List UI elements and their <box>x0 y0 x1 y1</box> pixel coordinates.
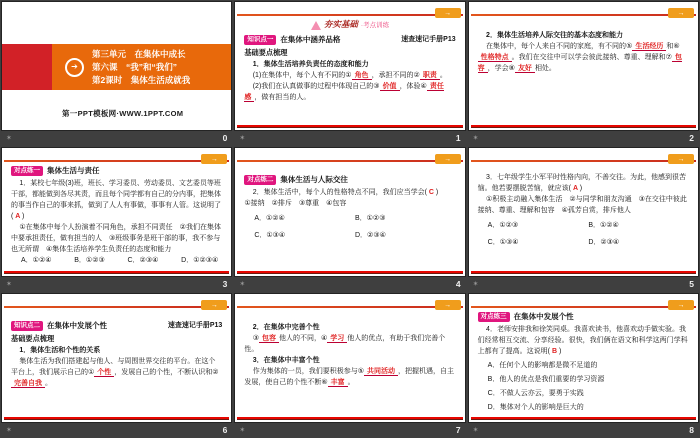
arrow-icon: → <box>210 155 218 163</box>
title-line-period: 第2课时 集体生活成就我 <box>92 74 191 85</box>
top-accent-line <box>237 306 462 308</box>
arrow-icon: → <box>210 301 218 309</box>
transition-star-icon: ✶ <box>239 281 246 288</box>
thumbnail-footer <box>468 423 699 438</box>
arrow-icon: → <box>677 155 685 163</box>
knowledge-point-row <box>11 320 222 331</box>
title-red-block <box>2 44 52 90</box>
title-line-unit: 第三单元 在集体中成长 <box>92 48 186 59</box>
question-items: ①在集体中每个人扮演着不同角色，承担不同责任 ②我们在集体中要承担责任，做有担当的人 ③班级事务是班干部的事，我不参与也无所谓 ④集体生活培养学生负责任的态度和能力 <box>11 224 221 253</box>
knowledge-point-row <box>244 34 455 45</box>
transition-star-icon: ✶ <box>472 427 479 434</box>
slide-thumbnail-5[interactable] <box>467 146 700 292</box>
slide-thumbnail-2[interactable] <box>467 0 700 146</box>
top-accent-line <box>237 14 462 16</box>
section-label: 基础要点梳理 <box>244 48 288 57</box>
fill-blank-paragraph: (1)在集体中，每个人有不同的① 角色 ，承担不同的② 职责 。 <box>252 72 447 79</box>
orange-arrow-tab <box>201 300 227 310</box>
option-c: C．①③④ <box>487 239 519 246</box>
question-text: 1．某校七年级(3)班，班长、学习委员、劳动委员、文艺委员等班干部，都能做到各尽其责，而且每个同学都有自己的分内事，把集体的事当作自己的事来抓，做到了人人有事做，事事有人管。这说明了( A ) <box>11 180 221 220</box>
fill-blank-paragraph: ③ 包容 他人的不同，④ 学习 他人的优点，有助于我们完善个性。 <box>244 335 446 353</box>
option-c: C．②③④ <box>127 257 159 264</box>
option-b: B．①②③ <box>354 215 386 222</box>
slide-8-canvas <box>468 293 699 423</box>
section-header-sub: ·考点训练 <box>360 22 390 29</box>
slide-number: 6 <box>222 425 228 436</box>
orange-arrow-tab <box>668 154 694 164</box>
bottom-accent-line <box>237 271 462 273</box>
question-text: 3．七年级学生小军平时性格内向，不善交往。为此，他感到很苦恼。他若要摆脱苦恼，就应该( A ) <box>477 174 686 192</box>
orange-arrow-tab <box>668 8 694 18</box>
triangle-logo-icon <box>311 21 321 30</box>
practice-row <box>478 311 689 322</box>
title-text-block <box>92 48 190 87</box>
slide-body <box>244 19 455 103</box>
slide-body <box>11 320 222 389</box>
option-d: D．①②③④ <box>181 257 219 264</box>
point-heading: 1．集体生活培养负责任的态度和能力 <box>252 61 369 68</box>
option-d: D．②③④ <box>354 232 386 239</box>
slide-thumbnail-1[interactable] <box>233 0 466 146</box>
top-accent-line <box>471 14 696 16</box>
fill-blank-paragraph: 在集体中，每个人来自不同的家庭，有不同的⑤ 生活经历 和⑥性格特点 。我们在交往中可以学会彼此接纳、尊重、理解和⑦ 包容 ，学会⑧ 友好 相处。 <box>477 43 682 72</box>
bottom-accent-line <box>4 417 229 419</box>
option-a: A．①②④ <box>254 215 285 222</box>
point-heading: 2．在集体中完善个性 <box>252 324 320 331</box>
thumbnail-footer <box>234 277 465 292</box>
knowledge-point-badge: 知识点二 <box>11 321 43 331</box>
fill-blank-paragraph: 作为集体的一员，我们要积极参与⑤ 共同活动 ，把握机遇，自主发展，使自己的个性不断⑥ 丰富 。 <box>244 368 454 386</box>
arrow-icon: → <box>677 301 685 309</box>
option-c: C．不做人云亦云，要勇于实践 <box>487 390 584 397</box>
transition-star-icon: ✶ <box>239 427 246 434</box>
point-heading: 1．集体生活和个性的关系 <box>19 347 101 354</box>
bottom-accent-line <box>237 417 462 419</box>
slide-4-canvas <box>234 147 465 277</box>
slide-number: 0 <box>222 133 228 144</box>
slide-2-canvas <box>468 1 699 131</box>
practice-badge: 对点练三 <box>478 312 510 322</box>
bottom-accent-line <box>237 125 462 127</box>
option-d: D．②③④ <box>588 239 620 246</box>
slide-thumbnail-3[interactable] <box>0 146 233 292</box>
thumbnail-footer <box>1 131 232 146</box>
transition-star-icon: ✶ <box>6 135 12 142</box>
website-label: 第一PPT模板网·WWW.1PPT.COM <box>62 109 184 118</box>
practice-topic: 在集体中发展个性 <box>513 312 574 321</box>
slide-thumbnail-8[interactable] <box>467 292 700 438</box>
option-a: A．①②④ <box>21 257 52 264</box>
option-b: B．①②③ <box>74 257 105 264</box>
top-accent-line <box>471 306 696 308</box>
bottom-accent-line <box>471 271 696 273</box>
handbook-ref-label: 速查速记手册P13 <box>167 322 223 329</box>
slide-3-canvas <box>1 147 232 277</box>
orange-arrow-tab <box>201 154 227 164</box>
practice-topic: 集体生活与人际交往 <box>280 175 348 184</box>
thumbnail-footer <box>468 277 699 292</box>
slide-thumbnail-6[interactable] <box>0 292 233 438</box>
top-accent-line <box>471 160 696 162</box>
bottom-accent-line <box>4 271 229 273</box>
question-text: 4．老师安排我和徐笑同桌。我喜欢读书，他喜欢动手做实验。我们经常相互交流、分享经验。很快，我们俩在语文和科学这两门学科上都有了提高。这说明( B ) <box>477 326 688 355</box>
orange-arrow-tab <box>435 300 461 310</box>
slide-number: 2 <box>689 133 694 144</box>
transition-star-icon: ✶ <box>472 135 479 142</box>
thumbnail-footer <box>234 131 465 146</box>
transition-star-icon: ✶ <box>472 281 479 288</box>
slide-number: 1 <box>455 133 461 144</box>
title-orange-banner <box>52 44 231 90</box>
arrow-icon: → <box>444 155 452 163</box>
top-accent-line <box>237 160 462 162</box>
thumbnail-footer <box>468 131 699 146</box>
arrow-icon: → <box>444 9 452 17</box>
option-a: A．①②③ <box>487 222 519 229</box>
question-text: 2．集体生活中，每个人的性格特点不同，我们应当学会( C ) <box>252 189 439 196</box>
transition-star-icon: ✶ <box>239 135 246 142</box>
practice-badge: 对点练一 <box>11 166 43 176</box>
question-items: ①接纳 ②排斥 ③尊重 ④包容 <box>244 200 347 207</box>
knowledge-point-title: 在集体中发展个性 <box>47 321 107 330</box>
bottom-accent-line <box>471 417 696 419</box>
slide-body <box>244 322 455 388</box>
point-heading: 2．集体生活培养人际交往的基本态度和能力 <box>486 32 623 39</box>
thumbnail-footer <box>1 277 232 292</box>
options-row <box>11 255 222 266</box>
bottom-accent-line <box>471 125 696 127</box>
transition-star-icon: ✶ <box>6 427 12 434</box>
slide-5-canvas <box>468 147 699 277</box>
circle-arrow-icon: ➔ <box>65 58 84 77</box>
section-label: 基础要点梳理 <box>11 334 55 343</box>
slide-body <box>478 172 689 248</box>
transition-star-icon: ✶ <box>6 281 12 288</box>
options-grid <box>244 213 455 241</box>
section-header <box>244 19 455 31</box>
practice-row <box>244 174 455 185</box>
thumbnail-footer <box>234 423 465 438</box>
handbook-ref-label: 速查速记手册P13 <box>401 36 456 43</box>
slide-thumbnail-7[interactable] <box>233 292 466 438</box>
orange-arrow-tab <box>435 8 461 18</box>
fill-blank-paragraph: (2)我们在认真做事的过程中体现自己的③ 价值 ，体验④ 责任感 ，做有担当的人。 <box>244 83 444 101</box>
slide-body <box>478 30 689 74</box>
title-line-lesson: 第六课 “我”和“我们” <box>92 61 178 72</box>
orange-arrow-tab <box>668 300 694 310</box>
section-header-main: 夯实基础 <box>323 19 358 29</box>
top-accent-line <box>4 306 229 308</box>
slide-number: 3 <box>222 279 228 290</box>
slide-number: 4 <box>455 279 461 290</box>
knowledge-point-title: 在集体中涵养品格 <box>280 35 341 44</box>
option-d: D．集体对个人的影响是巨大的 <box>487 404 584 411</box>
option-b: B．他人的优点是我们重要的学习资源 <box>487 376 605 383</box>
fill-blank-paragraph: 集体生活为我们搭建起与他人、与周围世界交往的平台。在这个平台上，我们展示自己的① 个性 ，发展自己的个性，不断认识和②完善自我 。 <box>11 358 219 387</box>
slide-body <box>11 165 222 266</box>
slide-7-canvas <box>234 293 465 423</box>
arrow-icon: → <box>677 9 685 17</box>
knowledge-point-badge: 知识点一 <box>244 35 276 45</box>
slide-body <box>244 174 455 241</box>
slide-number: 7 <box>455 425 461 436</box>
practice-topic: 集体生活与责任 <box>47 166 100 175</box>
slide-6-canvas <box>1 293 232 423</box>
slide-body <box>478 311 689 413</box>
slide-0-canvas <box>1 1 232 131</box>
option-b: B．①②④ <box>588 222 619 229</box>
point-heading: 3．在集体中丰富个性 <box>252 357 320 364</box>
orange-arrow-tab <box>435 154 461 164</box>
slide-number: 8 <box>689 425 694 436</box>
thumbnail-footer <box>1 423 232 438</box>
question-items: ①积极主动融入集体生活 ②与同学和朋友沟通 ③在交往中彼此接纳、尊重、理解和包容 ④孤芳自赏，排斥他人 <box>477 196 687 214</box>
practice-badge: 对点练二 <box>244 175 276 185</box>
slide-thumbnail-4[interactable] <box>233 146 466 292</box>
slide-thumbnail-0[interactable] <box>0 0 233 146</box>
slide-1-canvas <box>234 1 465 131</box>
arrow-icon: → <box>444 301 452 309</box>
slide-number: 5 <box>689 279 694 290</box>
option-c: C．①③④ <box>254 232 286 239</box>
options-grid <box>478 220 689 248</box>
top-accent-line <box>4 160 229 162</box>
option-a: A．任何个人的影响都是微不足道的 <box>487 362 598 369</box>
practice-row <box>11 165 222 176</box>
